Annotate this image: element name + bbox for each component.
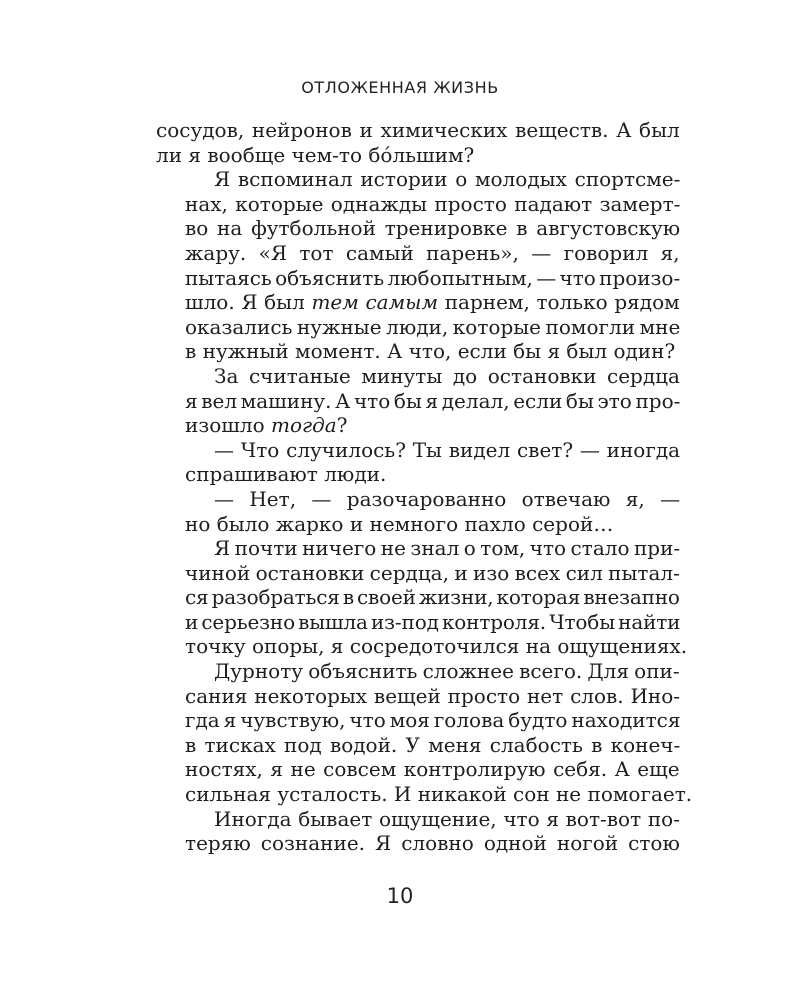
text-line: точку опоры, я сосредоточился на ощущениях.: [185, 634, 688, 659]
paragraph: [156, 659, 693, 807]
paragraph: [156, 118, 680, 167]
text-line: спрашивают люди.: [185, 462, 387, 487]
text-line: теряю сознание. Я словно одной ногой стою: [185, 831, 680, 856]
text-line: но было жарко и немного пахло серой…: [185, 511, 614, 536]
text-line: Дурноту объяснить сложнее всего. Для опи-: [214, 659, 680, 684]
text-line: сания некоторых вещей просто нет слов. Ино-: [185, 683, 681, 708]
paragraph: [156, 167, 680, 364]
text-line: нах, которые однажды просто падают замерт-: [185, 191, 681, 216]
text-line: Иногда бывает ощущение, что я вот-вот по-: [214, 806, 680, 831]
body-text: [156, 118, 693, 856]
text-line: в тисках под водой. У меня слабость в конеч-: [185, 732, 681, 757]
text-run: парнем, только рядом: [438, 290, 680, 315]
text-line: жару. «Я тот самый парень», — говорил я,: [185, 240, 680, 265]
text-run: шло. Я был: [185, 290, 312, 315]
text-line: За считаные минуты до остановки сердца: [214, 363, 680, 388]
text-line: чиной остановки сердца, и изо всех сил пытал-: [185, 560, 680, 585]
text-line: я вел машину. А что бы я делал, если бы это про-: [185, 388, 681, 413]
text-line: — Нет, — разочарованно отвечаю я, —: [214, 486, 681, 511]
text-line: гда я чувствую, что моя голова будто находится: [185, 708, 681, 733]
text-run: ?: [336, 413, 348, 438]
text-line: сосудов, нейронов и химических веществ. А был: [156, 118, 680, 142]
text-line: [156, 413, 680, 438]
paragraph: [156, 364, 680, 438]
text-line: и серьезно вышла из-под контроля. Чтобы найти: [185, 609, 681, 634]
text-line: Я почти ничего не знал о том, что стало при-: [214, 536, 681, 561]
text-line: во на футбольной тренировке в августовскую: [185, 216, 681, 241]
text-line: [156, 290, 680, 315]
text-line: ся разобраться в своей жизни, которая внезапно: [185, 585, 680, 610]
text-line: ли я вообще чем-то бóльшим?: [156, 142, 475, 167]
text-line: пытаясь объяснить любопытным, — что произо-: [185, 265, 681, 290]
paragraph: [156, 536, 688, 659]
text-line: в нужный момент. А что, если бы я был один?: [185, 339, 676, 364]
page-number: 10: [386, 884, 414, 908]
text-line: сильная усталость. И никакой сон не помогает.: [185, 782, 693, 807]
italic-run: тем самым: [311, 290, 439, 315]
text-line: ностях, я не совсем контролирую себя. А еще: [185, 757, 680, 782]
paragraph: [156, 487, 680, 536]
paragraph: [156, 438, 680, 487]
text-line: оказались нужные люди, которые помогли мне: [185, 314, 681, 339]
text-line: Я вспоминал истории о молодых спортсме-: [214, 167, 681, 192]
text-run: изошло: [185, 413, 271, 438]
text-line: — Что случилось? Ты видел свет? — иногда: [214, 437, 681, 462]
paragraph: [156, 807, 680, 856]
running-head: ОТЛОЖЕННАЯ ЖИЗНЬ: [301, 78, 499, 97]
italic-run: тогда: [270, 413, 337, 438]
